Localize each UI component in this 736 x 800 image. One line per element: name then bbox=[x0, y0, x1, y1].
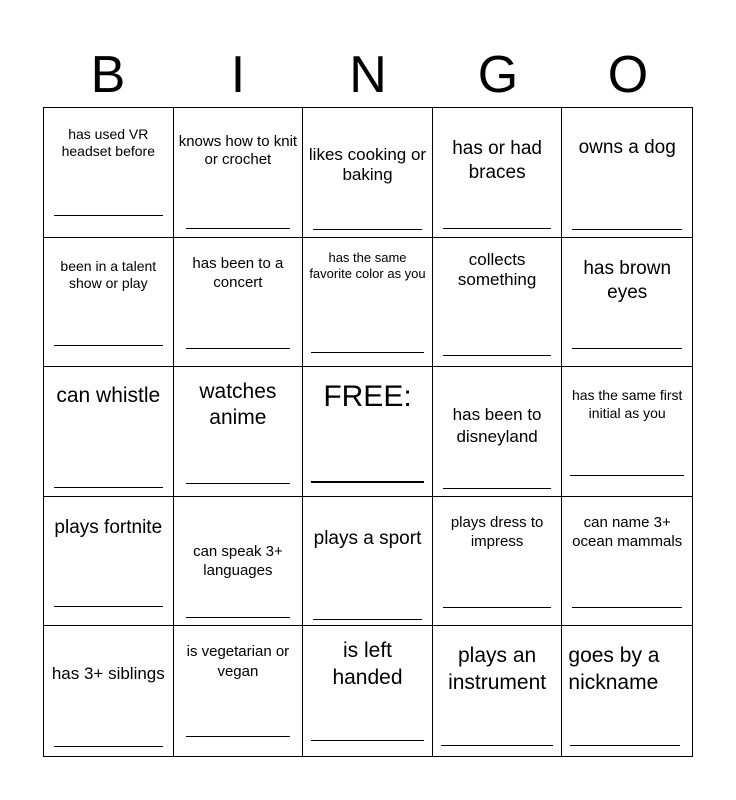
cell-prompt: plays a sport bbox=[313, 527, 422, 549]
name-blank-line bbox=[572, 229, 682, 230]
bingo-cell[interactable] bbox=[562, 626, 692, 756]
name-blank-line bbox=[54, 487, 163, 488]
name-blank-line bbox=[441, 745, 554, 746]
bingo-cell[interactable] bbox=[44, 367, 174, 497]
bingo-header bbox=[43, 46, 693, 104]
name-blank-line bbox=[311, 352, 424, 353]
bingo-cell[interactable] bbox=[433, 626, 563, 756]
name-blank-line bbox=[570, 745, 680, 746]
header-letter-i: I bbox=[230, 46, 246, 104]
cell-prompt: has been to a concert bbox=[192, 254, 284, 292]
name-blank-line bbox=[313, 229, 422, 230]
bingo-cell-free-space[interactable] bbox=[303, 367, 433, 497]
cell-prompt: knows how to knit or crochet bbox=[178, 133, 298, 168]
bingo-cell[interactable] bbox=[562, 238, 692, 368]
bingo-cell[interactable] bbox=[174, 626, 304, 756]
cell-prompt: watches anime bbox=[199, 380, 277, 430]
name-blank-line bbox=[54, 345, 163, 346]
cell-prompt: has 3+ siblings bbox=[51, 664, 165, 684]
bingo-cell[interactable] bbox=[174, 238, 304, 368]
header-letter-g: G bbox=[477, 46, 519, 104]
cell-prompt: has brown eyes bbox=[583, 257, 672, 304]
name-blank-line bbox=[186, 348, 291, 349]
name-blank-line bbox=[311, 740, 424, 741]
cell-prompt: plays fortnite bbox=[54, 516, 163, 538]
bingo-cell[interactable] bbox=[433, 108, 563, 238]
cell-prompt: owns a dog bbox=[578, 137, 676, 158]
cell-prompt: can whistle bbox=[56, 384, 161, 408]
cell-prompt: plays dress to impress bbox=[450, 513, 544, 551]
bingo-cell[interactable] bbox=[433, 367, 563, 497]
cell-prompt: is left handed bbox=[332, 639, 403, 689]
name-blank-line bbox=[186, 228, 291, 229]
name-blank-line bbox=[443, 488, 552, 489]
cell-prompt: likes cooking or baking bbox=[308, 145, 427, 185]
name-blank-line bbox=[186, 617, 291, 618]
bingo-cell[interactable] bbox=[562, 497, 692, 627]
bingo-cell[interactable] bbox=[44, 626, 174, 756]
bingo-cell[interactable] bbox=[433, 497, 563, 627]
name-blank-line bbox=[443, 607, 552, 608]
bingo-cell[interactable] bbox=[174, 108, 304, 238]
bingo-card-grid bbox=[43, 107, 693, 757]
cell-prompt: can speak 3+ languages bbox=[193, 542, 283, 580]
cell-prompt: has been to disneyland bbox=[452, 405, 542, 446]
name-blank-line bbox=[443, 228, 552, 229]
name-blank-line bbox=[572, 348, 682, 349]
bingo-cell[interactable] bbox=[303, 497, 433, 627]
bingo-cell[interactable] bbox=[44, 238, 174, 368]
bingo-cell[interactable] bbox=[303, 108, 433, 238]
name-blank-line bbox=[443, 355, 552, 356]
cell-prompt: collects something bbox=[457, 249, 537, 290]
bingo-cell[interactable] bbox=[562, 367, 692, 497]
bingo-cell[interactable] bbox=[303, 238, 433, 368]
bingo-cell[interactable] bbox=[562, 108, 692, 238]
cell-prompt: been in a talent show or play bbox=[60, 257, 157, 292]
bingo-cell[interactable] bbox=[174, 497, 304, 627]
name-blank-line bbox=[54, 606, 163, 607]
cell-prompt: has the same favorite color as you bbox=[309, 249, 426, 282]
bingo-cell[interactable] bbox=[174, 367, 304, 497]
bingo-cell[interactable] bbox=[44, 108, 174, 238]
cell-prompt: plays an instrument bbox=[448, 644, 547, 694]
name-blank-line bbox=[311, 481, 424, 483]
cell-prompt: has the same first initial as you bbox=[571, 387, 683, 422]
name-blank-line bbox=[186, 483, 291, 484]
cell-prompt: goes by a nickname bbox=[568, 644, 660, 694]
bingo-cell[interactable] bbox=[433, 238, 563, 368]
cell-prompt: can name 3+ ocean mammals bbox=[572, 513, 683, 551]
cell-prompt: has or had braces bbox=[452, 138, 542, 183]
header-letter-b: B bbox=[90, 46, 126, 104]
name-blank-line bbox=[570, 475, 684, 476]
name-blank-line bbox=[572, 607, 682, 608]
name-blank-line bbox=[313, 619, 422, 620]
name-blank-line bbox=[54, 746, 163, 747]
header-letter-o: O bbox=[607, 46, 649, 104]
bingo-cell[interactable] bbox=[303, 626, 433, 756]
name-blank-line bbox=[54, 215, 163, 216]
cell-prompt: has used VR headset before bbox=[61, 126, 155, 159]
cell-prompt: is vegetarian or vegan bbox=[186, 643, 290, 680]
bingo-cell[interactable] bbox=[44, 497, 174, 627]
name-blank-line bbox=[186, 736, 291, 737]
free-space-label: FREE: bbox=[323, 380, 412, 414]
header-letter-n: N bbox=[349, 46, 387, 104]
